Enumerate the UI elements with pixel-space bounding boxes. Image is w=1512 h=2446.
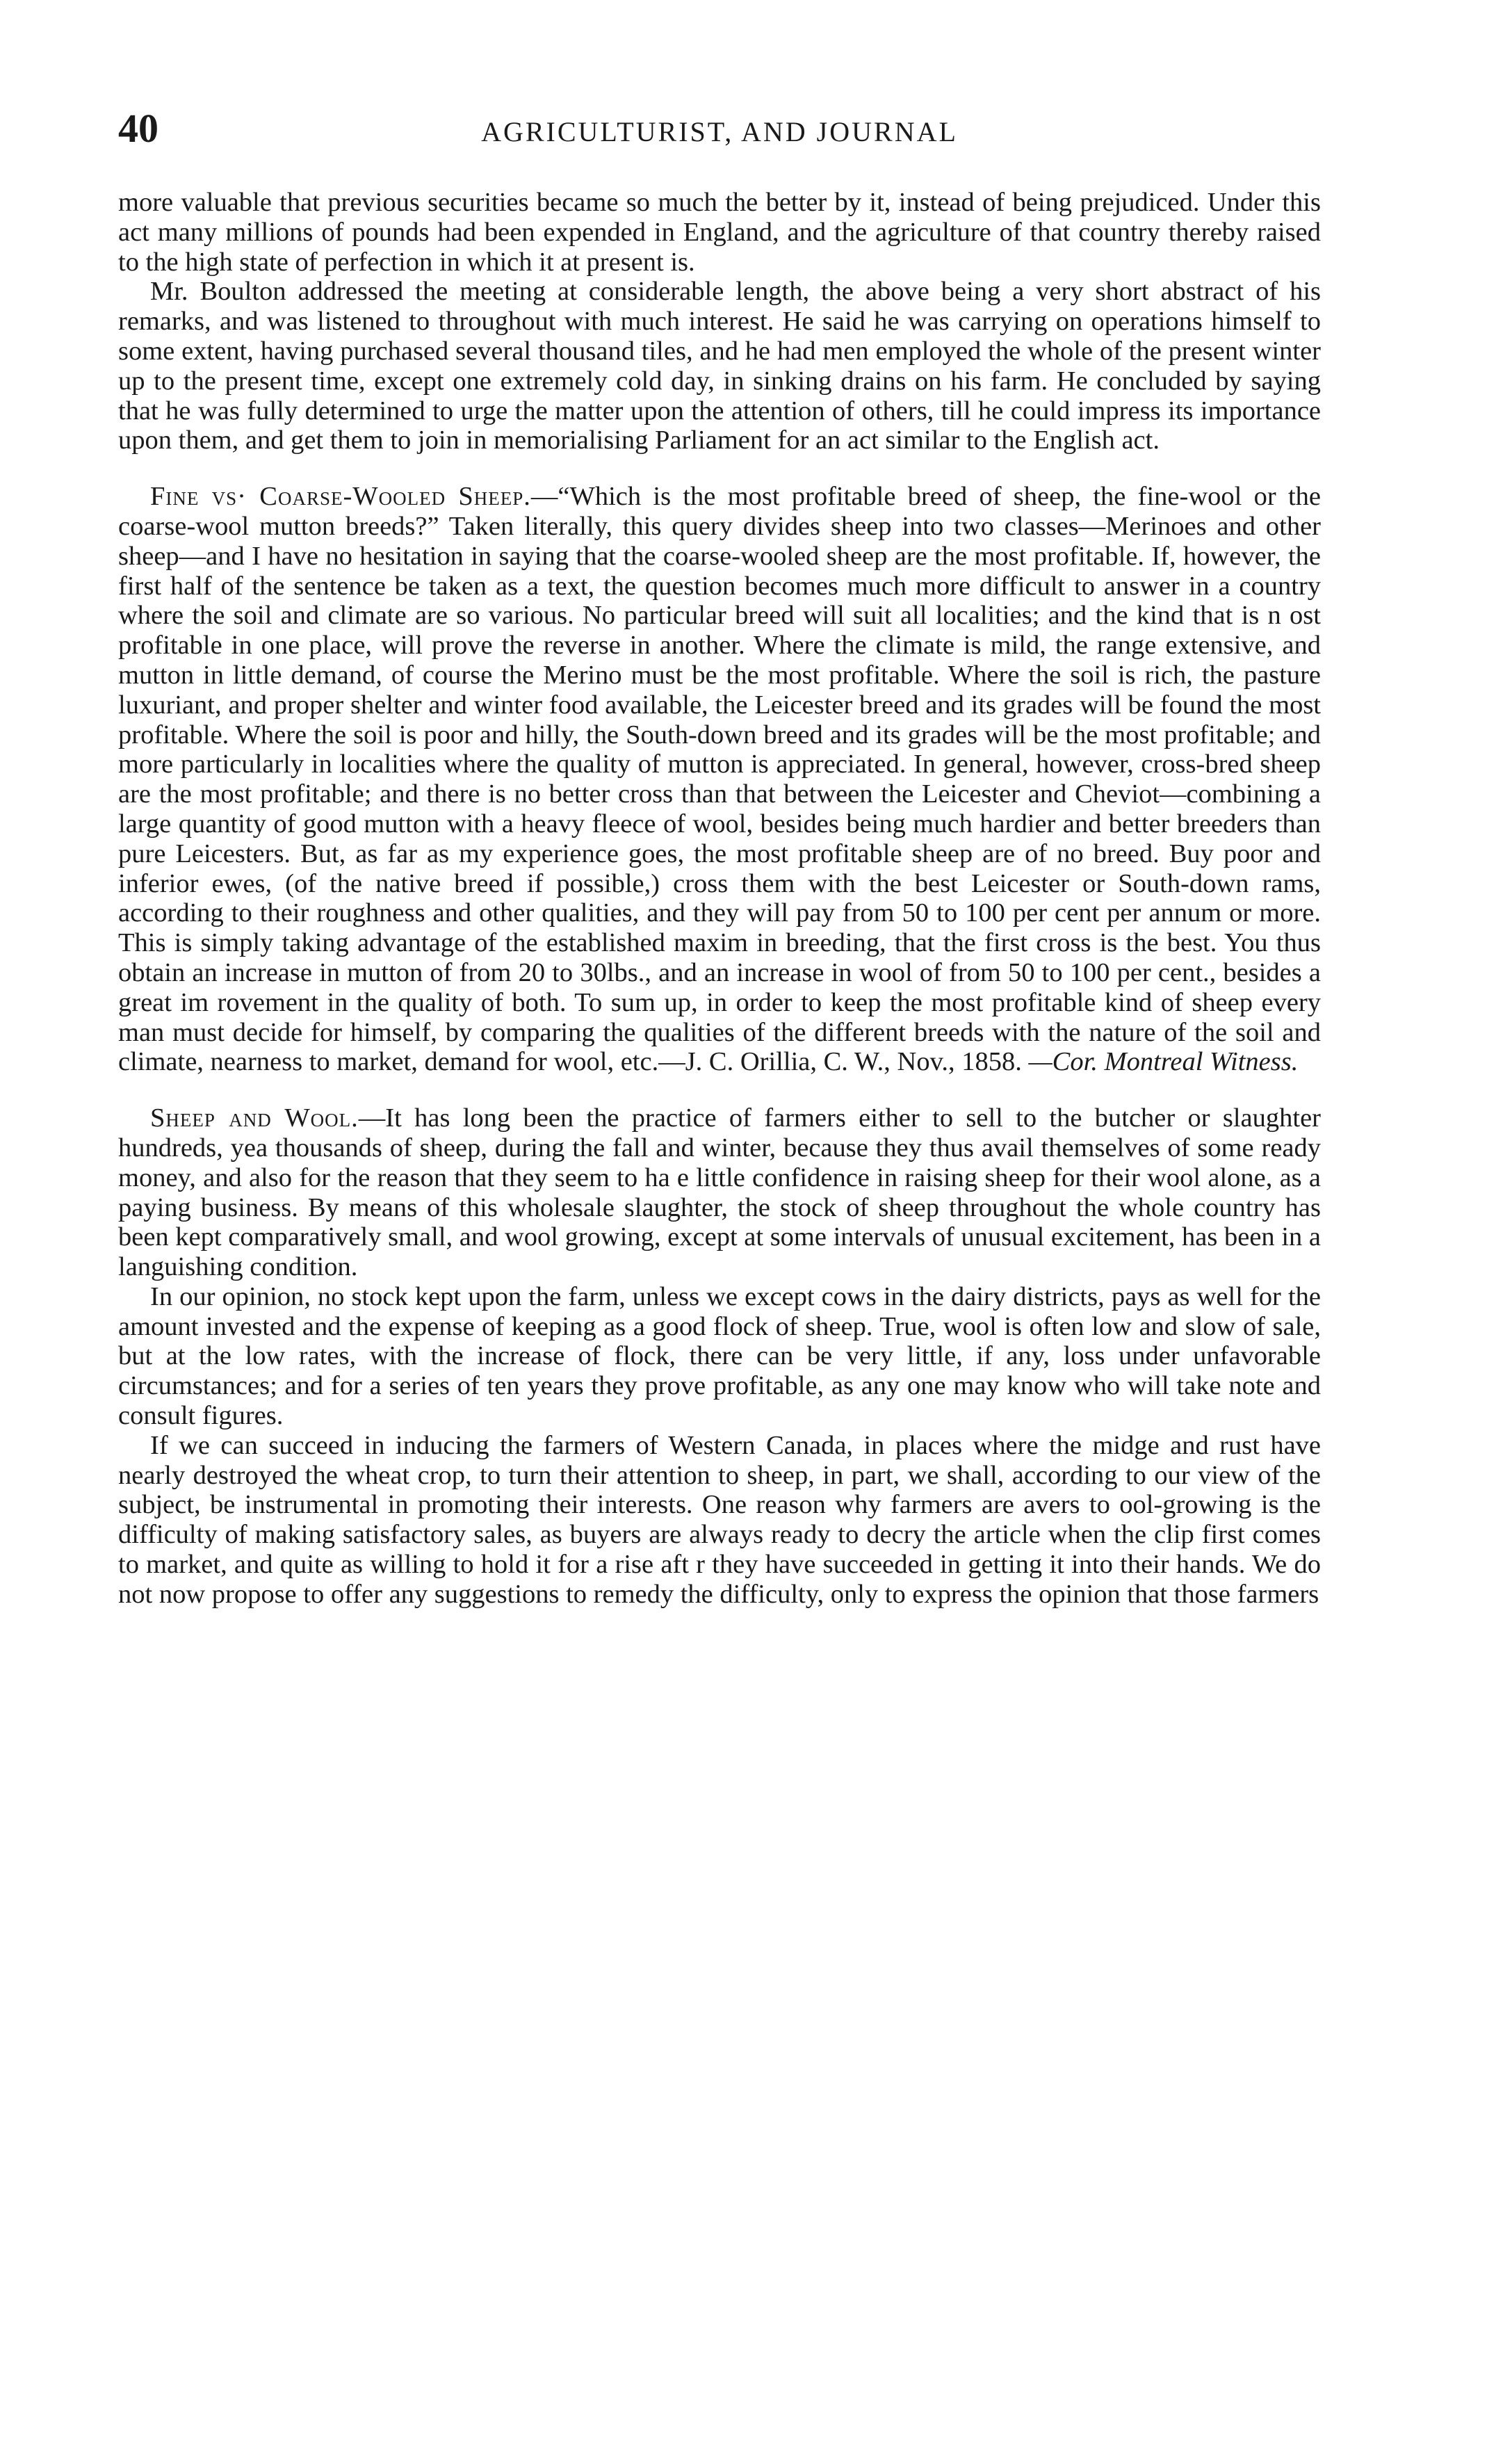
article-headline: Sheep and Wool. <box>150 1103 359 1133</box>
article-text: —“Which is the most profitable breed of sheep, the fine-wool or the coarse-wool mutton breeds?” Taken literally, this query divides sheep into two classes—Merinoes and other sheep—and I have no hesitation in saying that the coarse-wooled sheep are the most profitable. If, however, the first half of the sentence be taken as a text, the question becomes much more difficult to answer in a country where the soil and climate are so various. No particular breed will suit all localities; and the kind that is n ost profitable in one place, will prove the reverse in another. Where the climate is mild, the range extensive, and mutton in little demand, of course the Merino must be the most profitable. Where the soil is rich, the pasture luxuriant, and proper shelter and winter food available, the Leicester breed and its grades will be found the most profitable. Where the soil is poor and hilly, the South-down breed and its grades will be the most profitable; and more particularly in localities where the quality of mutton is appreciated. In general, however, cross-bred sheep are the most profitable; and there is no better cross than that between the Leicester and Cheviot—combining a large quantity of good mutton with a heavy fleece of wool, besides being much hardier and better breeders than pure Leicesters. But, as far as my experience goes, the most profitable sheep are of no breed. Buy poor and inferior ewes, (of the native breed if possible,) cross them with the best Leicester or South-down rams, according to their roughness and other qualities, and they will pay from 50 to 100 per cent per annum or more. This is simply taking advantage of the established maxim in breeding, that the first cross is the best. You thus obtain an increase in mutton of from 20 to 30lbs., and an increase in wool of from 50 to 100 per cent., besides a great im rovement in the quality of both. To sum up, in order to keep the most profitable kind of sheep every man must decide for himself, by comparing the qualities of the different breeds with the nature of the soil and climate, nearness to market, demand for wool, etc.—J. C. Orillia, C. W., Nov., 1858. <box>118 482 1321 1077</box>
article-text: —It has long been the practice of farmers either to sell to the butcher or slaughter hundreds, yea thousands of sheep, during the fall and winter, because they thus avail themselves of some ready money, and also for the reason that they seem to ha e little confidence in raising sheep for their wool alone, as a paying business. By means of this wholesale slaughter, the stock of sheep throughout the whole country has been kept comparatively small, and wool growing, except at some intervals of unusual excitement, has been in a languishing condition. <box>118 1103 1321 1282</box>
paragraph-wool-western-canada: If we can succeed in inducing the farmers of Western Canada, in places where the midge and rust have nearly destroyed the wheat crop, to turn their attention to sheep, in part, we shall, according to our view of the subject, be instrumental in promoting their interests. One reason why farmers are avers to ool-growing is the difficulty of making satisfactory sales, as buyers are always ready to decry the article when the clip first comes to market, and quite as willing to hold it for a rise aft r they have succeeded in getting it into their hands. We do not now propose to offer any suggestions to remedy the difficulty, only to express the opinion that those farmers <box>118 1430 1321 1609</box>
article-fine-vs-coarse-wooled-sheep <box>118 482 1321 1077</box>
article-sheep-and-wool <box>118 1103 1321 1282</box>
article-headline: Fine vs· Coarse-Wooled Sheep. <box>150 482 531 512</box>
paragraph-boulton: Mr. Boulton addressed the meeting at considerable length, the above being a very short abstract of his remarks, and was listened to throughout with much interest. He said he was carrying on operations himself to some extent, having purchased several thousand tiles, and he had men employed the whole of the present winter up to the present time, except one extremely cold day, in sinking drains on his farm. He concluded by saying that he was fully determined to urge the matter upon the attention of others, till he could impress its importance upon them, and get them to join in memorialising Parliament for an act similar to the English act. <box>118 277 1321 455</box>
body-text <box>118 188 1321 1610</box>
running-head <box>118 104 1321 188</box>
article-source: —Cor. Montreal Witness. <box>1028 1047 1299 1077</box>
page-number: 40 <box>118 106 158 151</box>
paragraph-wool-opinion: In our opinion, no stock kept upon the farm, unless we except cows in the dairy districts, pays as well for the amount invested and the expense of keeping as a good flock of sheep. True, wool is often low and slow of sale, but at the low rates, with the increase of flock, there can be very little, if any, loss under unfavorable circumstances; and for a series of ten years they prove profitable, as any one may know who will take note and consult figures. <box>118 1281 1321 1431</box>
paragraph-drainage-continuation: more valuable that previous securities became so much the better by it, instead of being prejudiced. Under this act many millions of pounds had been expended in England, and the agriculture of that country thereby raised to the high state of perfection in which it at present is. <box>118 188 1321 277</box>
running-title: AGRICULTURIST, AND JOURNAL <box>481 116 958 147</box>
page <box>118 104 1321 1610</box>
